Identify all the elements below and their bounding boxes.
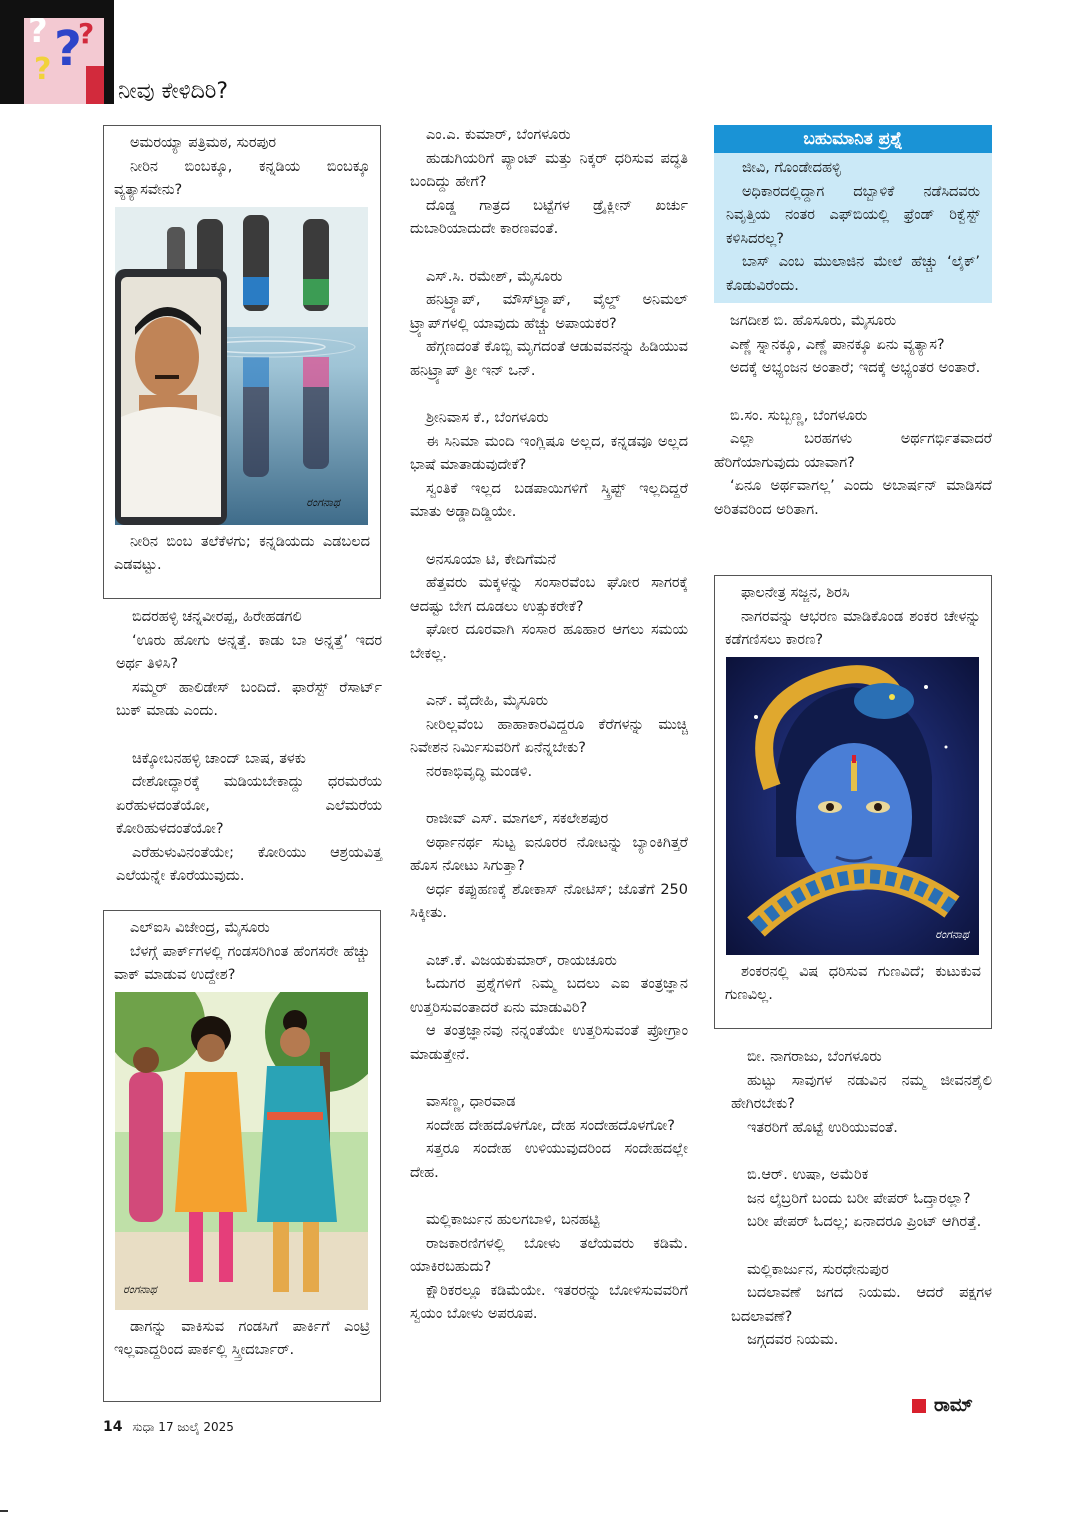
asker-name: ಎಚ್.ಕೆ. ವಿಜಯಕುಮಾರ್, ರಾಯಚೂರು	[426, 952, 617, 969]
answer-text: ಅರ್ಧ ಕಪ್ಪುಹಣಕ್ಕೆ ಶೋಕಾಸ್ ನೋಟಿಸ್; ಜೊತೆಗೆ 250 ಸಿಕ್ಕೀತು.	[410, 881, 688, 921]
reflection-illustration	[115, 207, 368, 525]
column-1-qa	[116, 606, 382, 913]
question-text: ಈ ಸಿನಿಮಾ ಮಂದಿ ಇಂಗ್ಲಿಷೂ ಅಲ್ಲದ, ಕನ್ನಡವೂ ಅಲ್ಲದ ಭಾಷೆ ಮಾತಾಡುವುದೇಕೆ?	[410, 433, 688, 473]
answer-text: ಕ್ಷೌರಿಕರಲ್ಲೂ ಕಡಿಮೆಯೇ. ಇತರರನ್ನು ಬೋಳಿಸುವವರಿಗೆ ಸ್ವಯಂ ಬೋಳು ಅಪರೂಪ.	[410, 1282, 688, 1322]
crop-mark	[0, 1510, 8, 1512]
asker-name: ಬೀ. ನಾಗರಾಜು, ಬೆಂಗಳೂರು	[747, 1049, 882, 1065]
asker-name: ಅನಸೂಯಾ ಟಿ, ಕೇದಿಗೆಮನೆ	[426, 551, 557, 568]
illustrated-question-box-2	[103, 910, 381, 1402]
caption-text: ನೀರಿನ ಬಿಂಬ ತಲೆಕೆಳಗು; ಕನ್ನಡಿಯದು ಎಡಬಲದ ಎಡವಟ್ಟು.	[114, 533, 370, 573]
qa-item	[116, 606, 382, 724]
asker-name: ಎನ್. ವೈದೇಹಿ, ಮೈಸೂರು	[426, 693, 549, 709]
column-3-qa-bottom	[731, 1046, 992, 1377]
asker-name: ಎಸ್.ಸಿ. ರಮೇಶ್, ಮೈಸೂರು	[426, 268, 563, 285]
asker-name: ಬಿ.ಸಂ. ಸುಬ್ಬಣ್ಣ, ಬೆಂಗಳೂರು	[730, 407, 868, 424]
asker-name: ಬಿ.ಆರ್. ಉಷಾ, ಅಮೆರಿಕ	[747, 1167, 869, 1183]
question-text: ಓದುಗರ ಪ್ರಶ್ನೆಗಳಿಗೆ ನಿಮ್ಮ ಬದಲು ಎಐ ತಂತ್ರಜ್ಞಾನ ಉತ್ತರಿಸುವಂತಾದರೆ ಏನು ಮಾಡುವಿರಿ?	[410, 976, 688, 1016]
asker-name: ಅಮರಯ್ಯಾ ಪತ್ರಿಮಠ, ಸುರಪುರ	[130, 135, 276, 151]
author-signature	[912, 1394, 973, 1418]
artist-signature: ರಂಗನಾಥ	[306, 496, 340, 509]
asker-name: ಜಗದೀಶ ಬಿ. ಹೊಸೂರು, ಮೈಸೂರು	[730, 313, 897, 329]
qa-item	[410, 1209, 688, 1327]
asker-name: ಬಿದರಹಳ್ಳಿ ಚನ್ನವೀರಪ್ಪ, ಹಿರೇಹಡಗಲಿ	[132, 609, 302, 625]
red-square-icon	[912, 1399, 926, 1413]
qa-item	[410, 1091, 688, 1185]
asker-name: ಜೀವಿ, ಗೊಂಡೇದಹಳ್ಳಿ	[742, 160, 841, 176]
answer-text: ಘೋರ ದೂರವಾಗಿ ಸಂಸಾರ ಹೂಹಾರ ಆಗಲು ಸಮಯ ಬೇಕಲ್ಲ.	[410, 622, 688, 662]
asker-name: ಮಲ್ಲಿಕಾರ್ಜುನ, ಸುರಧೇನುಪುರ	[747, 1261, 889, 1278]
answer-text: ಹೆಗ್ಗಣದಂತೆ ಕೊಬ್ಬಿ ಮೃಗದಂತೆ ಆಡುವವನನ್ನು ಹಿಡಿಯುವ ಹನಿಟ್ರ್ಯಾಪ್ ತ್ರೀ ಇನ್ ಒನ್.	[410, 339, 688, 379]
question-text: ‘ಊರು ಹೋಗು ಅನ್ನತ್ತೆ. ಕಾಡು ಬಾ ಅನ್ನತ್ತೆ’ ಇದರ ಅರ್ಥ ತಿಳಿಸಿ?	[116, 632, 382, 672]
answer-text: ನರಕಾಭಿವೃದ್ಧಿ ಮಂಡಳಿ.	[426, 763, 533, 780]
column-3-qa-top	[714, 310, 992, 546]
answer-text: ‘ಏನೂ ಅರ್ಥವಾಗಲ್ಲ’ ಎಂದು ಅಬಾರ್ಷನ್ ಮಾಡಿಸದೆ ಅರಿತವರಿಂದ ಅರಿತಾಗ.	[714, 478, 992, 518]
question-text: ಹೆತ್ತವರು ಮಕ್ಕಳನ್ನು ಸಂಸಾರವೆಂಬ ಘೋರ ಸಾಗರಕ್ಕೆ ಆದಷ್ಟು ಬೇಗ ದೂಡಲು ಉತ್ಸುಕರೇಕೆ?	[410, 575, 688, 615]
answer-text: ಅದಕ್ಕೆ ಅಭ್ಯಂಜನ ಅಂತಾರೆ; ಇದಕ್ಕೆ ಅಭ್ಯಂತರ ಅಂತಾರೆ.	[730, 360, 981, 376]
question-text: ಎಣ್ಣೆ ಸ್ನಾನಕ್ಕೂ, ಎಣ್ಣೆ ಪಾನಕ್ಕೂ ಏನು ವ್ಯತ್ಯಾಸ?	[730, 336, 945, 353]
artist-signature: ರಂಗನಾಥ	[123, 1283, 157, 1296]
caption-text: ಶಂಕರನಲ್ಲಿ ವಿಷ ಧರಿಸುವ ಗುಣವಿದೆ; ಕುಟುಕುವ ಗುಣವಿಲ್ಲ.	[725, 963, 981, 1003]
answer-text: ಸಮ್ಮರ್ ಹಾಲಿಡೇಸ್ ಬಂದಿದೆ. ಫಾರೆಸ್ಟ್ ರೆಸಾರ್ಟ್ ಬುಕ್ ಮಾಡು ಎಂದು.	[116, 679, 382, 719]
logo-block	[0, 0, 114, 104]
question-text: ಹುಡುಗಿಯರಿಗೆ ಪ್ಯಾಂಟ್ ಮತ್ತು ನಿಕ್ಕರ್ ಧರಿಸುವ ಪದ್ಧತಿ ಬಂದಿದ್ದು ಹೇಗೆ?	[410, 150, 688, 190]
qa-item	[410, 124, 688, 242]
question-text: ಹನಿಟ್ರ್ಯಾಪ್, ಮೌಸ್‌ಟ್ರ್ಯಾಪ್, ವೈಲ್ಡ್ ಅನಿಮಲ್ ಟ್ರ್ಯಾಪ್‌ಗಳಲ್ಲಿ ಯಾವುದು ಹೆಚ್ಚು ಅಪಾಯಕರ?	[410, 292, 688, 332]
qa-item	[410, 266, 688, 384]
qa-item	[731, 1046, 992, 1140]
asker-name: ಎಂ.ಎ. ಕುಮಾರ್, ಬೆಂಗಳೂರು	[426, 127, 571, 143]
asker-name: ಮಲ್ಲಿಕಾರ್ಜುನ ಹುಲಗಬಾಳಿ, ಬನಹಟ್ಟಿ	[426, 1212, 600, 1228]
question-text: ದೇಶೋದ್ಧಾರಕ್ಕೆ ಮಡಿಯಬೇಕಾದ್ದು ಧರಮರೆಯ ಏರೆಹುಳದಂತೆಯೋ, ಎಲೆಮರೆಯ ಕೋರಿಹುಳದಂತೆಯೋ?	[116, 774, 382, 837]
shiva-illustration	[726, 657, 979, 955]
qa-item	[731, 1259, 992, 1353]
question-text: ನೀರಿನ ಬಿಂಬಕ್ಕೂ, ಕನ್ನಡಿಯ ಬಿಂಬಕ್ಕೂ ವ್ಯತ್ಯಾಸವೇನು?	[114, 158, 370, 198]
page-number: 14	[103, 1419, 123, 1435]
page-footer	[103, 1418, 234, 1436]
column-logo-icon: ? ? ? ?	[24, 18, 104, 104]
caption-text: ಡಾಗನ್ನು ವಾಕಿಸುವ ಗಂಡಸಿಗೆ ಪಾರ್ಕಿಗೆ ಎಂಟ್ರಿ ಇಲ್ಲವಾದ್ದರಿಂದ ಪಾರ್ಕಲ್ಲಿ ಸ್ತ್ರೀದರ್ಬಾರ್.	[114, 1318, 370, 1358]
issue-info: ಸುಧಾ 17 ಜುಲೈ 2025	[132, 1420, 234, 1434]
qa-item	[410, 407, 688, 525]
qa-item	[410, 690, 688, 784]
question-text: ನೀರಿಲ್ಲವೆಂಬ ಹಾಹಾಕಾರವಿದ್ದರೂ ಕೆರೆಗಳನ್ನು ಮುಚ್ಚಿ ನಿವೇಶನ ನಿರ್ಮಿಸುವರಿಗೆ ಏನೆನ್ನಬೇಕು?	[410, 716, 688, 756]
answer-text: ಇತರರಿಗೆ ಹೊಟ್ಟೆ ಉರಿಯುವಂತೆ.	[747, 1119, 898, 1136]
asker-name: ವಾಸಣ್ಣ, ಧಾರವಾಡ	[426, 1094, 516, 1110]
qa-item	[410, 549, 688, 667]
question-text: ಹುಟ್ಟು ಸಾವುಗಳ ನಡುವಿನ ನಮ್ಮ ಜೀವನಶೈಲಿ ಹೇಗಿರಬೇಕು?	[731, 1072, 992, 1112]
answer-text: ಬಾಸ್ ಎಂಬ ಮುಲಾಜಿನ ಮೇಲೆ ಹೆಚ್ಚು ‘ಲೈಕ್’ ಕೊಡುವಿರೆಂದು.	[726, 254, 980, 294]
artist-signature: ರಂಗನಾಥ	[935, 928, 969, 941]
illustrated-question-box-1	[103, 125, 381, 599]
answer-text: ಎರೆಹುಳುವಿನಂತೆಯೇ; ಕೋರಿಯು ಆಶ್ರಯವಿತ್ತ ಎಲೆಯನ್ನೇ ಕೊರೆಯುವುದು.	[116, 844, 382, 884]
answer-text: ಜಗ್ಗದವರ ನಿಯಮ.	[747, 1332, 839, 1348]
question-text: ಎಲ್ಲಾ ಬರಹಗಳು ಅರ್ಥಗರ್ಭಿತವಾದರೆ ಹೆರಿಗೆಯಾಗುವುದು ಯಾವಾಗ?	[714, 431, 992, 471]
qa-item	[731, 1164, 992, 1235]
answer-text: ಬರೀ ಪೇಪರ್ ಓದಲ್ಲ; ಏನಾದರೂ ಪ್ರಿಂಟ್ ಆಗಿರತ್ತೆ.	[747, 1214, 982, 1230]
asker-name: ಫಾಲನೇತ್ರ ಸಜ್ಜನ, ಶಿರಸಿ	[741, 585, 850, 601]
question-text: ಬೆಳಗ್ಗೆ ಪಾರ್ಕ್‌ಗಳಲ್ಲಿ ಗಂಡಸರಿಗಿಂತ ಹೆಂಗಸರೇ ಹೆಚ್ಚು ವಾಕ್ ಮಾಡುವ ಉದ್ದೇಶ?	[114, 943, 370, 983]
question-text: ಬದಲಾವಣೆ ಜಗದ ನಿಯಮ. ಆದರೆ ಪಕ್ಷಗಳ ಬದಲಾವಣೆ?	[731, 1285, 992, 1325]
column-2-qa	[410, 124, 688, 1351]
question-text: ಅಧಿಕಾರದಲ್ಲಿದ್ದಾಗ ದಬ್ಬಾಳಿಕೆ ನಡೆಸಿದವರು ನಿವೃತ್ತಿಯ ನಂತರ ಎಫ್‌ಬಿಯಲ್ಲಿ ಫ್ರೆಂಡ್ ರಿಕ್ವೆಸ್ಟ್ ಕಳಿಸಿದರಲ್ಲ?	[726, 183, 980, 247]
qa-item	[116, 748, 382, 889]
question-text: ರಾಜಕಾರಣಿಗಳಲ್ಲಿ ಬೋಳು ತಲೆಯವರು ಕಡಿಮೆ. ಯಾಕಿರಬಹುದು?	[410, 1235, 688, 1275]
question-text: ಸಂದೇಹ ದೇಹದೊಳಗೋ, ದೇಹ ಸಂದೇಹದೊಳಗೋ?	[426, 1117, 675, 1134]
qa-item	[714, 310, 992, 381]
question-text: ಜನ ಲೈಬ್ರರಿಗೆ ಬಂದು ಬರೀ ಪೇಪರ್ ಓದ್ತಾರಲ್ಲಾ?	[747, 1190, 971, 1207]
answer-text: ಆ ತಂತ್ರಜ್ಞಾನವು ನನ್ನಂತೆಯೇ ಉತ್ತರಿಸುವಂತೆ ಪ್ರೋಗ್ರಾಂ ಮಾಡುತ್ತೇನೆ.	[410, 1023, 688, 1063]
answer-text: ಸತ್ತರೂ ಸಂದೇಹ ಉಳಿಯುವುದರಿಂದ ಸಂದೇಹದಲ್ಲೇ ದೇಹ.	[410, 1141, 688, 1181]
qa-item	[714, 405, 992, 523]
column-title: ನೀವು ಕೇಳಿದಿರಿ?	[118, 79, 229, 104]
answer-text: ಸ್ವಂತಿಕೆ ಇಲ್ಲದ ಬಡಪಾಯಿಗಳಿಗೆ ಸ್ಕ್ರಿಪ್ಟ್ ಇಲ್ಲದಿದ್ದರೆ ಮಾತು ಅಡ್ಡಾದಿಡ್ಡಿಯೇ.	[410, 480, 688, 520]
qa-item	[410, 808, 688, 926]
asker-name: ಎಲ್‌ಐಸಿ ವಿಜೇಂದ್ರ, ಮೈಸೂರು	[130, 920, 270, 936]
park-walk-illustration	[115, 992, 368, 1310]
asker-name: ರಾಜೀವ್ ಎಸ್. ಮಾಗಲ್, ಸಕಲೇಶಪುರ	[426, 811, 609, 827]
question-text: ಅರ್ಥಾನರ್ಥ ಸುಟ್ಟ ಐನೂರರ ನೋಟನ್ನು ಬ್ಯಾಂಕಿಗಿತ್ತರೆ ಹೊಸ ನೋಟು ಸಿಗುತ್ತಾ?	[410, 834, 688, 874]
author-name: ರಾಮ್	[934, 1395, 973, 1416]
illustrated-question-box-3	[714, 575, 992, 1029]
prize-question-box	[714, 125, 992, 303]
asker-name: ಶ್ರೀನಿವಾಸ ಕೆ., ಬೆಂಗಳೂರು	[426, 410, 549, 426]
asker-name: ಚಿಕ್ಕೋಬನಹಳ್ಳಿ ಚಾಂದ್ ಬಾಷ, ತಳಕು	[132, 750, 306, 767]
prize-question-title: ಬಹುಮಾನಿತ ಪ್ರಶ್ನೆ	[714, 125, 992, 153]
question-text: ನಾಗರವನ್ನು ಆಭರಣ ಮಾಡಿಕೊಂಡ ಶಂಕರ ಚೇಳನ್ನು ಕಡೆಗಣಿಸಲು ಕಾರಣ?	[725, 608, 981, 648]
answer-text: ದೊಡ್ಡ ಗಾತ್ರದ ಬಟ್ಟೆಗಳ ಡ್ರೈಕ್ಲೀನ್ ಖರ್ಚು ದುಬಾರಿಯಾದುದೇ ಕಾರಣವಂತೆ.	[410, 197, 688, 237]
qa-item	[410, 950, 688, 1068]
